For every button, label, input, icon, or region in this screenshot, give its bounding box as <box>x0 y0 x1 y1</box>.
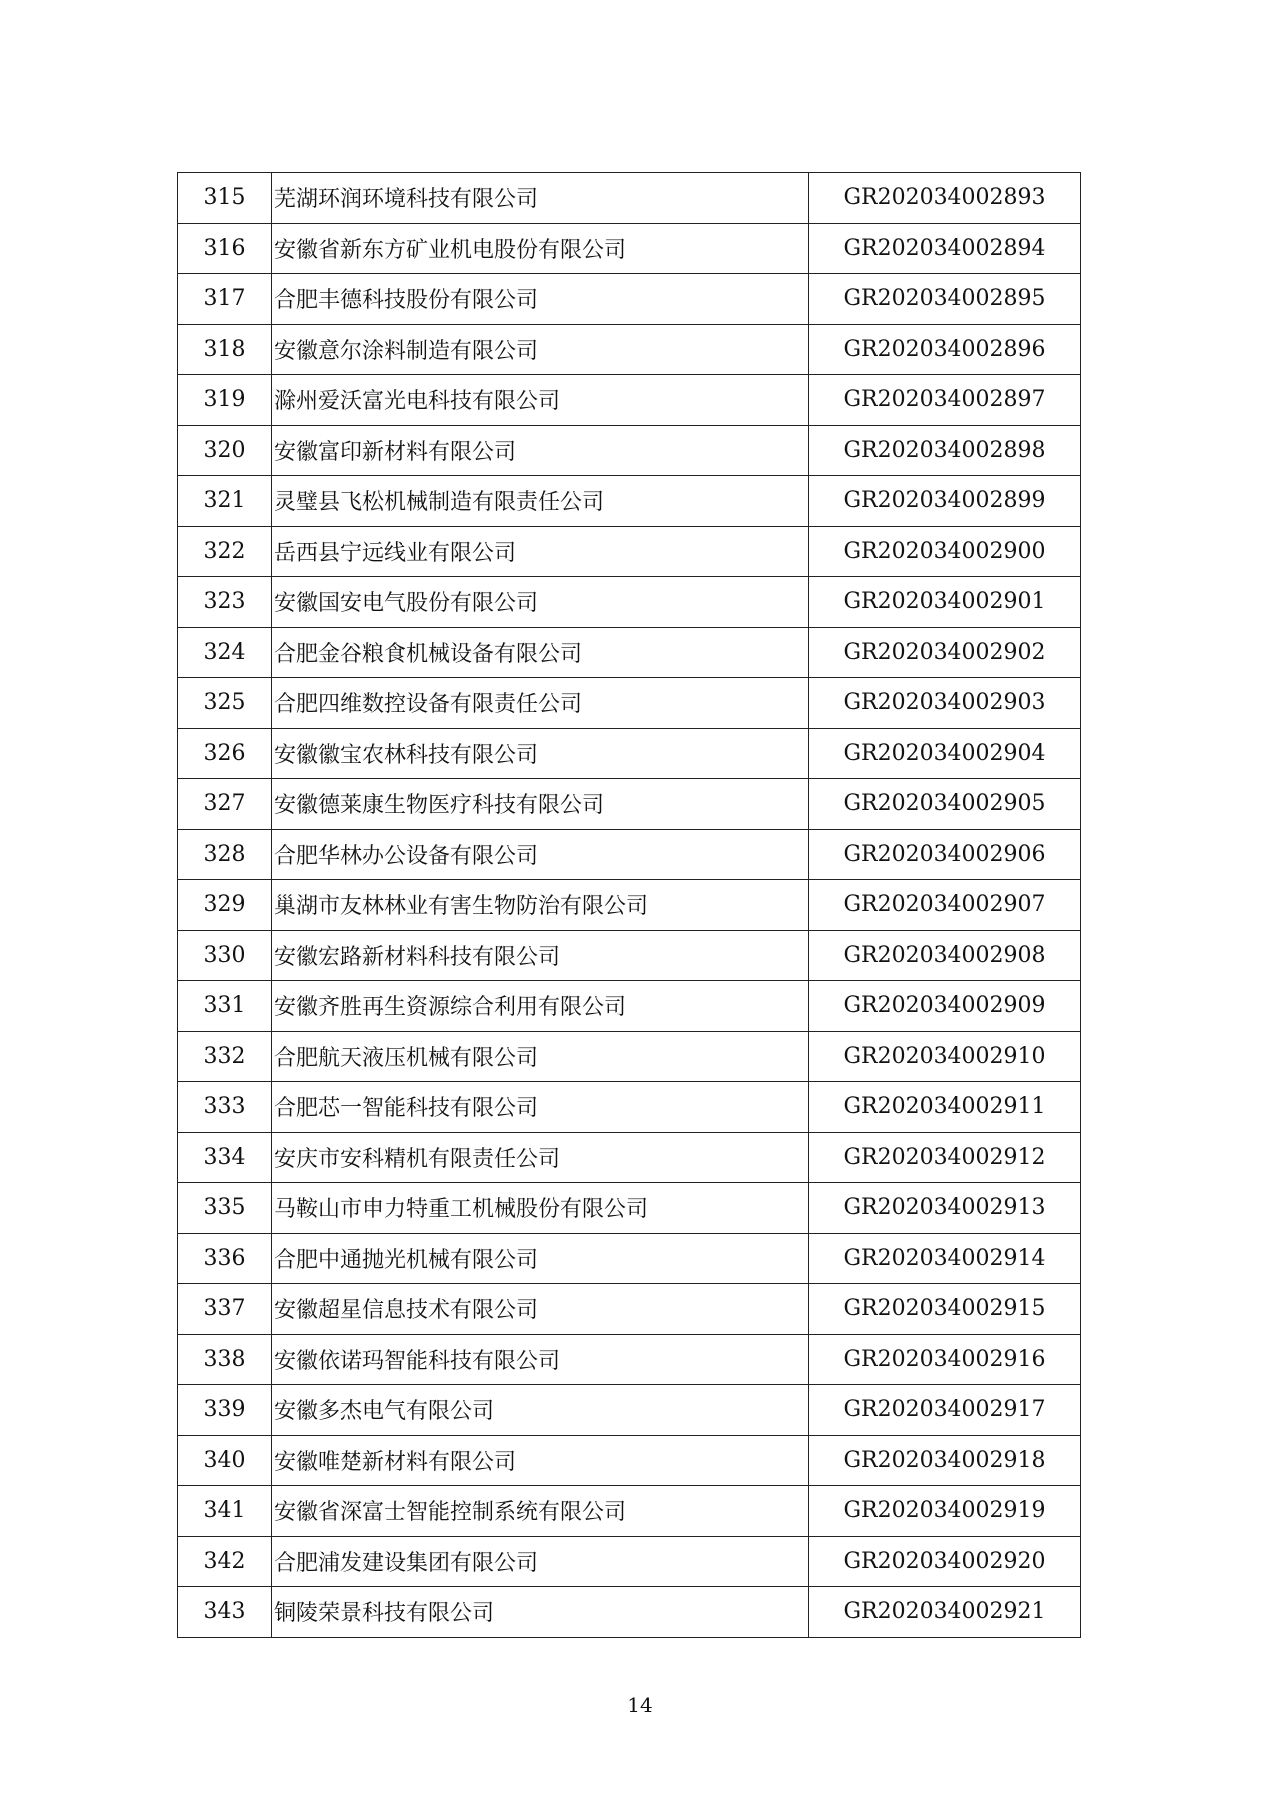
table-row <box>178 1233 1081 1284</box>
company-name-cell: 岳西县宁远线业有限公司 <box>272 526 809 577</box>
row-number-cell: 342 <box>178 1536 272 1587</box>
row-number-cell: 319 <box>178 375 272 426</box>
page-number: 14 <box>627 1693 653 1717</box>
company-name-cell: 安徽超星信息技术有限公司 <box>272 1284 809 1335</box>
company-name-cell: 安徽省深富士智能控制系统有限公司 <box>272 1486 809 1537</box>
table-row <box>178 1183 1081 1234</box>
certificate-code-cell: GR202034002909 <box>809 981 1081 1032</box>
company-name-cell: 合肥四维数控设备有限责任公司 <box>272 678 809 729</box>
certificate-code-cell: GR202034002904 <box>809 728 1081 779</box>
row-number-cell: 324 <box>178 627 272 678</box>
table-row <box>178 526 1081 577</box>
company-name-cell: 安徽徽宝农林科技有限公司 <box>272 728 809 779</box>
table-row <box>178 1082 1081 1133</box>
row-number-cell: 328 <box>178 829 272 880</box>
row-number-cell: 337 <box>178 1284 272 1335</box>
company-name-cell: 安庆市安科精机有限责任公司 <box>272 1132 809 1183</box>
certificate-code-cell: GR202034002902 <box>809 627 1081 678</box>
company-name-cell: 安徽依诺玛智能科技有限公司 <box>272 1334 809 1385</box>
certificate-code-cell: GR202034002894 <box>809 223 1081 274</box>
company-name-cell: 安徽意尔涂料制造有限公司 <box>272 324 809 375</box>
row-number-cell: 330 <box>178 930 272 981</box>
table-row <box>178 1587 1081 1638</box>
row-number-cell: 323 <box>178 577 272 628</box>
table-row <box>178 1435 1081 1486</box>
certificate-code-cell: GR202034002907 <box>809 880 1081 931</box>
company-name-cell: 滁州爱沃富光电科技有限公司 <box>272 375 809 426</box>
company-name-cell: 安徽省新东方矿业机电股份有限公司 <box>272 223 809 274</box>
table-row <box>178 1536 1081 1587</box>
row-number-cell: 329 <box>178 880 272 931</box>
certificate-code-cell: GR202034002920 <box>809 1536 1081 1587</box>
company-name-cell: 芜湖环润环境科技有限公司 <box>272 173 809 224</box>
company-name-cell: 安徽多杰电气有限公司 <box>272 1385 809 1436</box>
certificate-code-cell: GR202034002915 <box>809 1284 1081 1335</box>
company-name-cell: 合肥金谷粮食机械设备有限公司 <box>272 627 809 678</box>
row-number-cell: 338 <box>178 1334 272 1385</box>
table-row <box>178 1334 1081 1385</box>
certificate-code-cell: GR202034002896 <box>809 324 1081 375</box>
company-name-cell: 安徽齐胜再生资源综合利用有限公司 <box>272 981 809 1032</box>
company-name-cell: 合肥丰德科技股份有限公司 <box>272 274 809 325</box>
company-name-cell: 马鞍山市申力特重工机械股份有限公司 <box>272 1183 809 1234</box>
row-number-cell: 341 <box>178 1486 272 1537</box>
table-row <box>178 1132 1081 1183</box>
row-number-cell: 325 <box>178 678 272 729</box>
certificate-code-cell: GR202034002898 <box>809 425 1081 476</box>
certificate-code-cell: GR202034002911 <box>809 1082 1081 1133</box>
certificate-code-cell: GR202034002905 <box>809 779 1081 830</box>
certificate-code-cell: GR202034002917 <box>809 1385 1081 1436</box>
table-row <box>178 880 1081 931</box>
table-row <box>178 779 1081 830</box>
table-row <box>178 1284 1081 1335</box>
company-table <box>177 172 1081 1638</box>
table-row <box>178 274 1081 325</box>
row-number-cell: 316 <box>178 223 272 274</box>
company-name-cell: 合肥芯一智能科技有限公司 <box>272 1082 809 1133</box>
company-name-cell: 安徽唯楚新材料有限公司 <box>272 1435 809 1486</box>
row-number-cell: 335 <box>178 1183 272 1234</box>
company-name-cell: 安徽富印新材料有限公司 <box>272 425 809 476</box>
certificate-code-cell: GR202034002910 <box>809 1031 1081 1082</box>
company-name-cell: 合肥浦发建设集团有限公司 <box>272 1536 809 1587</box>
row-number-cell: 318 <box>178 324 272 375</box>
table-row <box>178 577 1081 628</box>
certificate-code-cell: GR202034002912 <box>809 1132 1081 1183</box>
row-number-cell: 321 <box>178 476 272 527</box>
certificate-code-cell: GR202034002921 <box>809 1587 1081 1638</box>
table-row <box>178 476 1081 527</box>
row-number-cell: 320 <box>178 425 272 476</box>
row-number-cell: 331 <box>178 981 272 1032</box>
company-name-cell: 合肥华林办公设备有限公司 <box>272 829 809 880</box>
row-number-cell: 333 <box>178 1082 272 1133</box>
company-name-cell: 安徽国安电气股份有限公司 <box>272 577 809 628</box>
certificate-code-cell: GR202034002906 <box>809 829 1081 880</box>
certificate-code-cell: GR202034002918 <box>809 1435 1081 1486</box>
company-name-cell: 安徽德莱康生物医疗科技有限公司 <box>272 779 809 830</box>
company-name-cell: 铜陵荣景科技有限公司 <box>272 1587 809 1638</box>
company-name-cell: 合肥航天液压机械有限公司 <box>272 1031 809 1082</box>
row-number-cell: 317 <box>178 274 272 325</box>
certificate-code-cell: GR202034002893 <box>809 173 1081 224</box>
company-name-cell: 巢湖市友林林业有害生物防治有限公司 <box>272 880 809 931</box>
table-row <box>178 930 1081 981</box>
table-row <box>178 829 1081 880</box>
certificate-code-cell: GR202034002914 <box>809 1233 1081 1284</box>
table-row <box>178 1385 1081 1436</box>
table-row <box>178 678 1081 729</box>
certificate-code-cell: GR202034002901 <box>809 577 1081 628</box>
certificate-code-cell: GR202034002895 <box>809 274 1081 325</box>
certificate-code-cell: GR202034002916 <box>809 1334 1081 1385</box>
row-number-cell: 340 <box>178 1435 272 1486</box>
certificate-code-cell: GR202034002913 <box>809 1183 1081 1234</box>
company-name-cell: 灵璧县飞松机械制造有限责任公司 <box>272 476 809 527</box>
table-row <box>178 324 1081 375</box>
table-row <box>178 1031 1081 1082</box>
table-row <box>178 425 1081 476</box>
certificate-code-cell: GR202034002903 <box>809 678 1081 729</box>
row-number-cell: 327 <box>178 779 272 830</box>
row-number-cell: 336 <box>178 1233 272 1284</box>
table-row <box>178 1486 1081 1537</box>
row-number-cell: 339 <box>178 1385 272 1436</box>
certificate-code-cell: GR202034002908 <box>809 930 1081 981</box>
certificate-code-cell: GR202034002900 <box>809 526 1081 577</box>
row-number-cell: 322 <box>178 526 272 577</box>
company-name-cell: 合肥中通抛光机械有限公司 <box>272 1233 809 1284</box>
row-number-cell: 343 <box>178 1587 272 1638</box>
certificate-code-cell: GR202034002899 <box>809 476 1081 527</box>
table-body <box>178 173 1081 1638</box>
row-number-cell: 332 <box>178 1031 272 1082</box>
table-row <box>178 728 1081 779</box>
certificate-code-cell: GR202034002919 <box>809 1486 1081 1537</box>
row-number-cell: 326 <box>178 728 272 779</box>
company-name-cell: 安徽宏路新材料科技有限公司 <box>272 930 809 981</box>
certificate-code-cell: GR202034002897 <box>809 375 1081 426</box>
table-row <box>178 627 1081 678</box>
table-row <box>178 173 1081 224</box>
row-number-cell: 334 <box>178 1132 272 1183</box>
table-row <box>178 981 1081 1032</box>
row-number-cell: 315 <box>178 173 272 224</box>
table-row <box>178 223 1081 274</box>
table-row <box>178 375 1081 426</box>
